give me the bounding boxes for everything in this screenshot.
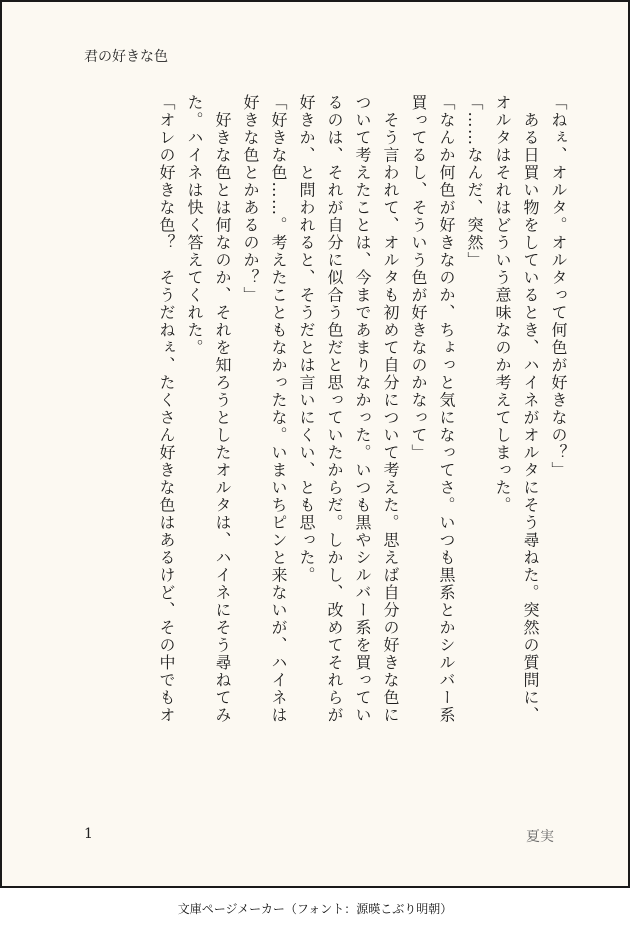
author-name: 夏実 — [526, 829, 554, 845]
vertical-body-text — [78, 94, 572, 798]
text-line: 「……なんだ、突然」 — [465, 94, 484, 269]
text-line: 好きな色とは何なのか、それを知ろうとしたオルタは、ハイネにそう尋ねてみ — [213, 94, 232, 724]
page-number: 1 — [84, 826, 93, 842]
text-line: るのは、それが自分に似合う色だと思っていたからだ。しかし、改めてそれらが — [325, 94, 344, 724]
text-line: ついて考えたことは、今まであまりなかった。いつも黒やシルバー系を買ってい — [353, 94, 372, 724]
text-line: た。ハイネは快く答えてくれた。 — [185, 94, 204, 357]
text-line: 好きか、と問われると、そうだとは言いにくい、とも思った。 — [297, 94, 316, 584]
page-title: 君の好きな色 — [84, 49, 168, 65]
generator-credit: 文庫ページメーカー（フォント：源暎こぶり明朝） — [177, 902, 453, 916]
text-line: 好きな色とかあるのか？」 — [241, 94, 260, 304]
text-line: 「好きな色……。考えたこともなかったな。いまいちピンと来ないが、ハイネは — [269, 94, 288, 724]
text-line: 「なんか何色が好きなのか、ちょっと気になってさ。いつも黒系とかシルバー系 — [437, 94, 456, 724]
text-line: 「ねぇ、オルタ。オルタって何色が好きなの？」 — [549, 94, 568, 479]
text-line: 「オレの好きな色？ そうだねぇ、たくさん好きな色はあるけど、その中でもオ — [157, 94, 176, 724]
text-line: ある日買い物をしているとき、ハイネがオルタにそう尋ねた。突然の質問に、 — [521, 94, 540, 724]
text-line: そう言われて、オルタも初めて自分について考えた。思えば自分の好きな色に — [381, 94, 400, 724]
text-line: 買ってるし、そういう色が好きなのかなって」 — [409, 94, 428, 462]
text-line: オルタはそれはどういう意味なのか考えてしまった。 — [493, 94, 512, 514]
